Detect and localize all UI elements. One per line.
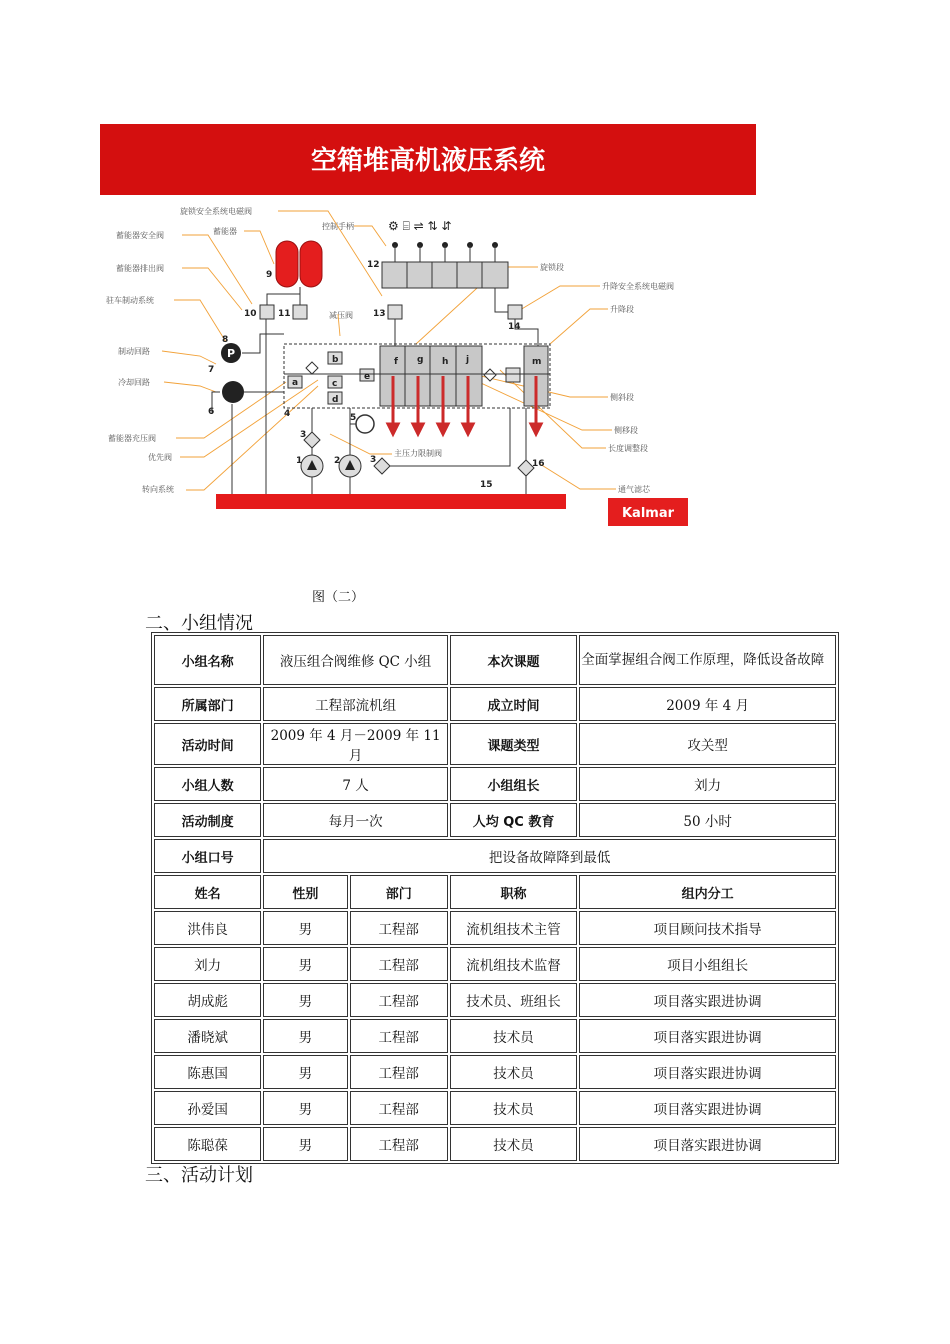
svg-text:2: 2 xyxy=(334,456,341,466)
svg-text:10: 10 xyxy=(244,309,257,319)
member-dept: 工程部 xyxy=(350,983,448,1017)
member-gender: 男 xyxy=(263,947,347,981)
label-cooling-circuit: 冷却回路 xyxy=(118,378,150,387)
member-role: 项目落实跟进协调 xyxy=(579,1019,836,1053)
svg-text:5: 5 xyxy=(350,413,357,423)
svg-text:3: 3 xyxy=(300,430,307,440)
member-title: 技术员 xyxy=(450,1055,577,1089)
schedule-label: 活动制度 xyxy=(154,803,261,837)
member-name: 刘力 xyxy=(154,947,261,981)
label-twistlock-section: 旋锁段 xyxy=(540,263,564,272)
svg-text:15: 15 xyxy=(480,480,493,490)
filter-3 xyxy=(304,432,320,448)
oil-tank xyxy=(216,494,566,509)
svg-text:c: c xyxy=(332,379,338,389)
label-accumulator: 蓄能器 xyxy=(213,227,237,236)
member-title: 流机组技术监督 xyxy=(450,947,577,981)
label-lift-section: 升降段 xyxy=(610,305,634,314)
member-role: 项目落实跟进协调 xyxy=(579,983,836,1017)
cooling-motor xyxy=(222,381,244,403)
table-row xyxy=(154,723,836,765)
steering-wheel-icon xyxy=(356,415,374,433)
svg-text:m: m xyxy=(532,357,542,367)
accumulator-left xyxy=(276,241,298,287)
member-name: 陈惠国 xyxy=(154,1055,261,1089)
svg-text:14: 14 xyxy=(508,322,521,332)
label-steering-system: 转向系统 xyxy=(142,485,174,494)
qc-label: 人均 QC 教育 xyxy=(450,803,577,837)
founded-label: 成立时间 xyxy=(450,687,577,721)
svg-text:16: 16 xyxy=(532,459,545,469)
logo-text: Kalmar xyxy=(621,506,675,521)
label-accumulator-safety-valve: 蓄能器安全阀 xyxy=(116,231,164,240)
topic-value: 全面掌握组合阀工作原理，降低设备故障 xyxy=(579,635,836,685)
label-twistlock-solenoid: 旋锁安全系统电磁阀 xyxy=(180,207,252,216)
member-title: 技术员 xyxy=(450,1019,577,1053)
svg-text:9: 9 xyxy=(266,270,273,280)
header-title: 职称 xyxy=(450,875,577,909)
dept-value: 工程部流机组 xyxy=(263,687,448,721)
slogan-label: 小组口号 xyxy=(154,839,261,873)
member-title: 技术员 xyxy=(450,1127,577,1161)
svg-text:g: g xyxy=(417,355,424,365)
diagram-title: 空箱堆高机液压系统 xyxy=(310,146,546,176)
header-gender: 性别 xyxy=(263,875,347,909)
member-name: 潘晓斌 xyxy=(154,1019,261,1053)
member-dept: 工程部 xyxy=(350,911,448,945)
header-dept: 部门 xyxy=(350,875,448,909)
group-name-label: 小组名称 xyxy=(154,635,261,685)
section-heading-plan: 三、活动计划 xyxy=(145,1165,253,1186)
accumulator-right xyxy=(300,241,322,287)
member-gender: 男 xyxy=(263,1055,347,1089)
group-name-value: 液压组合阀维修 QC 小组 xyxy=(263,635,448,685)
schedule-value: 每月一次 xyxy=(263,803,448,837)
member-name: 胡成彪 xyxy=(154,983,261,1017)
valve-11 xyxy=(293,305,307,319)
member-row xyxy=(154,1019,836,1053)
member-dept: 工程部 xyxy=(350,1019,448,1053)
svg-text:11: 11 xyxy=(278,309,291,319)
member-row xyxy=(154,1091,836,1125)
topic-label: 本次课题 xyxy=(450,635,577,685)
hydraulic-system-diagram xyxy=(100,124,756,534)
table-row xyxy=(154,687,836,721)
period-value: 2009 年 4 月－2009 年 11 月 xyxy=(263,723,448,765)
member-gender: 男 xyxy=(263,1127,347,1161)
qc-value: 50 小时 xyxy=(579,803,836,837)
label-main-relief-valve: 主压力限制阀 xyxy=(394,449,442,458)
label-accumulator-charge-valve: 蓄能器充压阀 xyxy=(108,434,156,443)
table-row xyxy=(154,839,836,873)
header-name: 姓名 xyxy=(154,875,261,909)
valve-14 xyxy=(508,305,522,319)
member-gender: 男 xyxy=(263,1091,347,1125)
header-role: 组内分工 xyxy=(579,875,836,909)
svg-text:1: 1 xyxy=(296,456,303,466)
member-gender: 男 xyxy=(263,911,347,945)
svg-text:a: a xyxy=(292,378,299,388)
members-label: 小组人数 xyxy=(154,767,261,801)
svg-text:j: j xyxy=(466,355,470,365)
member-row xyxy=(154,983,836,1017)
member-dept: 工程部 xyxy=(350,1055,448,1089)
control-levers xyxy=(382,219,508,288)
founded-value: 2009 年 4 月 xyxy=(579,687,836,721)
label-accumulator-drain-valve: 蓄能器排出阀 xyxy=(116,264,164,273)
member-dept: 工程部 xyxy=(350,947,448,981)
table-row xyxy=(154,767,836,801)
label-parking-brake: 驻车制动系统 xyxy=(106,296,154,305)
dept-label: 所属部门 xyxy=(154,687,261,721)
member-row xyxy=(154,911,836,945)
leader-label: 小组组长 xyxy=(450,767,577,801)
leader-value: 刘力 xyxy=(579,767,836,801)
label-control-handle: 控制手柄 xyxy=(322,222,354,231)
svg-text:e: e xyxy=(364,372,371,382)
label-lift-safety-solenoid: 升降安全系统电磁阀 xyxy=(602,282,674,291)
member-gender: 男 xyxy=(263,983,347,1017)
members-value: 7 人 xyxy=(263,767,448,801)
type-value: 攻关型 xyxy=(579,723,836,765)
svg-text:6: 6 xyxy=(208,407,215,417)
svg-text:P: P xyxy=(226,347,236,360)
member-role: 项目小组组长 xyxy=(579,947,836,981)
valve-10 xyxy=(260,305,274,319)
svg-text:f: f xyxy=(394,357,398,367)
left-labels xyxy=(106,230,174,494)
member-title: 技术员 xyxy=(450,1091,577,1125)
member-role: 项目落实跟进协调 xyxy=(579,1091,836,1125)
svg-text:4: 4 xyxy=(284,409,291,419)
member-role: 项目落实跟进协调 xyxy=(579,1127,836,1161)
valve-13 xyxy=(388,305,402,319)
svg-text:d: d xyxy=(332,395,339,405)
figure-caption: 图（二） xyxy=(312,590,365,605)
filter-3b xyxy=(374,458,390,474)
label-brake-circuit: 制动回路 xyxy=(118,347,150,356)
svg-text:h: h xyxy=(442,357,449,367)
member-dept: 工程部 xyxy=(350,1127,448,1161)
label-length-adjust-section: 长度调整段 xyxy=(608,444,648,453)
svg-text:8: 8 xyxy=(222,335,229,345)
type-label: 课题类型 xyxy=(450,723,577,765)
member-row xyxy=(154,1127,836,1161)
svg-text:3: 3 xyxy=(370,455,377,465)
period-label: 活动时间 xyxy=(154,723,261,765)
label-tilt-section: 侧斜段 xyxy=(610,393,634,402)
member-role: 项目落实跟进协调 xyxy=(579,1055,836,1089)
member-name: 孙爱国 xyxy=(154,1091,261,1125)
label-priority-valve: 优先阀 xyxy=(148,453,172,462)
slogan-value: 把设备故障降到最低 xyxy=(263,839,836,873)
member-title: 流机组技术主管 xyxy=(450,911,577,945)
qc-group-table xyxy=(151,632,839,1164)
svg-text:13: 13 xyxy=(373,309,386,319)
member-gender: 男 xyxy=(263,1019,347,1053)
svg-text:12: 12 xyxy=(367,260,380,270)
member-name: 陈聪葆 xyxy=(154,1127,261,1161)
label-reducing-valve: 减压阀 xyxy=(329,311,353,320)
member-name: 洪伟良 xyxy=(154,911,261,945)
section-heading-group: 二、小组情况 xyxy=(145,613,253,634)
member-header-row xyxy=(154,875,836,909)
table-row xyxy=(154,635,836,685)
right-labels xyxy=(540,262,674,494)
member-title: 技术员、班组长 xyxy=(450,983,577,1017)
table-row xyxy=(154,803,836,837)
member-role: 项目顾问技术指导 xyxy=(579,911,836,945)
member-row xyxy=(154,1055,836,1089)
member-row xyxy=(154,947,836,981)
label-breather-filter: 通气滤芯 xyxy=(618,485,650,494)
member-dept: 工程部 xyxy=(350,1091,448,1125)
svg-text:⚙ ⌸ ⇌ ⇅ ⇵: ⚙ ⌸ ⇌ ⇅ ⇵ xyxy=(388,219,452,233)
svg-text:b: b xyxy=(332,355,339,365)
label-sideshift-section: 侧移段 xyxy=(614,426,638,435)
svg-text:7: 7 xyxy=(208,365,215,375)
